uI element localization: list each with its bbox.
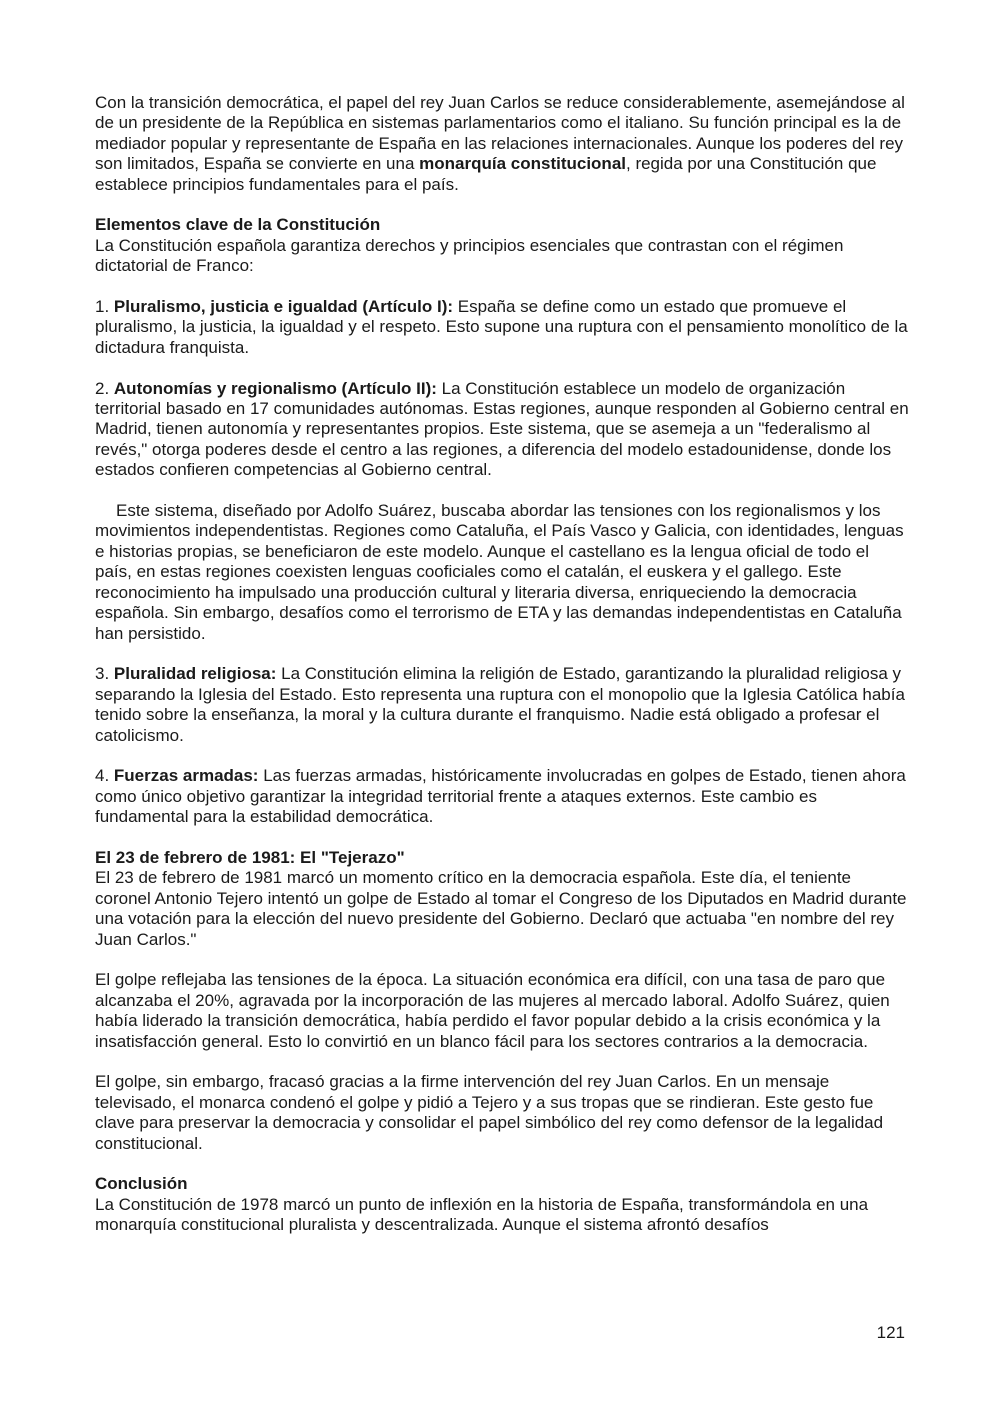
list-item: 2. Autonomías y regionalismo (Artículo II): La Constitución establece un modelo de organización territorial basado en 17 comunidades autónomas. Estas regiones, aunque responden al Gobierno central en Madrid, tienen autonomía y representantes propios. Este sistema, que se asemeja a un "federalismo al revés," otorga poderes desde el centro a las regiones, a diferencia del modelo estadounidense, donde los estados confieren competencias al Gobierno central. — [95, 378, 909, 480]
paragraph-text: La Constitución española garantiza derechos y principios esenciales que contrastan con el régimen dictatorial de Franco: — [95, 235, 844, 276]
section-heading: Conclusión — [95, 1174, 188, 1194]
list-item: 1. Pluralismo, justicia e igualdad (Artículo I): España se define como un estado que promueve el pluralismo, la justicia, la igualdad y el respeto. Esto supone una ruptura con el pensamiento monolítico de la dictadura franquista. — [95, 297, 908, 357]
paragraph-text: El golpe, sin embargo, fracasó gracias a la firme intervención del rey Juan Carlos. En un mensaje televisado, el monarca condenó el golpe y pidió a Tejero y a sus tropas que se rindieran. Este gesto fue clave para preservar la democracia y consolidar el papel simbólico del rey como defensor de la legalidad constitucional. — [95, 1072, 884, 1153]
section-conclusion — [95, 1174, 910, 1235]
paragraph-text: La Constitución de 1978 marcó un punto de inflexión en la historia de España, transformándola en una monarquía constitucional pluralista y descentralizada. Aunque el sistema afrontó desafíos — [95, 1194, 869, 1235]
item-title: Pluralidad religiosa: — [113, 664, 277, 684]
page-body — [95, 93, 910, 1236]
paragraph-text: El 23 de febrero de 1981 marcó un momento crítico en la democracia española. Este día, el teniente coronel Antonio Tejero intentó un golpe de Estado al tomar el Congreso de los Diputados en Madrid durante una votación para la elección del nuevo presidente del Gobierno. Declaró que actuaba "en nombre del rey Juan Carlos." — [95, 868, 907, 949]
item-title: Fuerzas armadas: — [113, 766, 259, 786]
paragraph-continuation: Este sistema, diseñado por Adolfo Suárez, buscaba abordar las tensiones con los regionalismos y los movimientos independentistas. Regiones como Cataluña, el País Vasco y Galicia, con identidades, lenguas e historias propias, se beneficiaron de este modelo. Aunque el castellano es la lengua oficial de todo el país, en estas regiones coexisten lenguas cooficiales como el catalán, el euskera y el gallego. Este reconocimiento ha impulsado una producción cultural y literaria diversa, enriqueciendo la democracia española. Sin embargo, desafíos como el terrorismo de ETA y las demandas independentistas en Cataluña han persistido. — [95, 501, 904, 643]
item-title: Pluralismo, justicia e igualdad (Artículo I): — [113, 297, 454, 317]
section-tejerazo — [95, 848, 910, 950]
section-heading: Elementos clave de la Constitución — [95, 215, 381, 235]
list-item: 4. Fuerzas armadas: Las fuerzas armadas, históricamente involucradas en golpes de Estado, tienen ahora como único objetivo garantizar la integridad territorial frente a ataques externos. Este cambio es fundamental para la estabilidad democrática. — [95, 766, 906, 827]
page-number: 121 — [876, 1323, 905, 1342]
section-elementos — [95, 215, 910, 276]
paragraph-text: El golpe reflejaba las tensiones de la época. La situación económica era difícil, con una tasa de paro que alcanzaba el 20%, agravada por la incorporación de las mujeres al mercado laboral. Adolfo Suárez, quien había liderado la transición democrática, había perdido el favor popular debido a la crisis económica y la insatisfacción general. Esto lo convirtió en un blanco fácil para los sectores contrarios a la democracia. — [95, 970, 890, 1051]
paragraph-intro: Con la transición democrática, el papel del rey Juan Carlos se reduce considerablemente, asemejándose al de un presidente de la República en sistemas parlamentarios como el italiano. Su función principal es la de mediador popular y representante de España en las relaciones internacionales. Aunque los poderes del rey son limitados, España se convierte en una monarquía constitucional, regida por una Constitución que establece principios fundamentales para el país. — [95, 93, 905, 194]
section-heading: El 23 de febrero de 1981: El "Tejerazo" — [95, 847, 405, 867]
item-title: Autonomías y regionalismo (Artículo II): — [113, 378, 437, 398]
list-item: 3. Pluralidad religiosa: La Constitución elimina la religión de Estado, garantizando la pluralidad religiosa y separando la Iglesia del Estado. Esto representa una ruptura con el monopolio que la Iglesia Católica había tenido sobre la enseñanza, la moral y la cultura durante el franquismo. Nadie está obligado a profesar el catolicismo. — [95, 664, 905, 745]
bold-term: monarquía constitucional — [419, 154, 626, 174]
